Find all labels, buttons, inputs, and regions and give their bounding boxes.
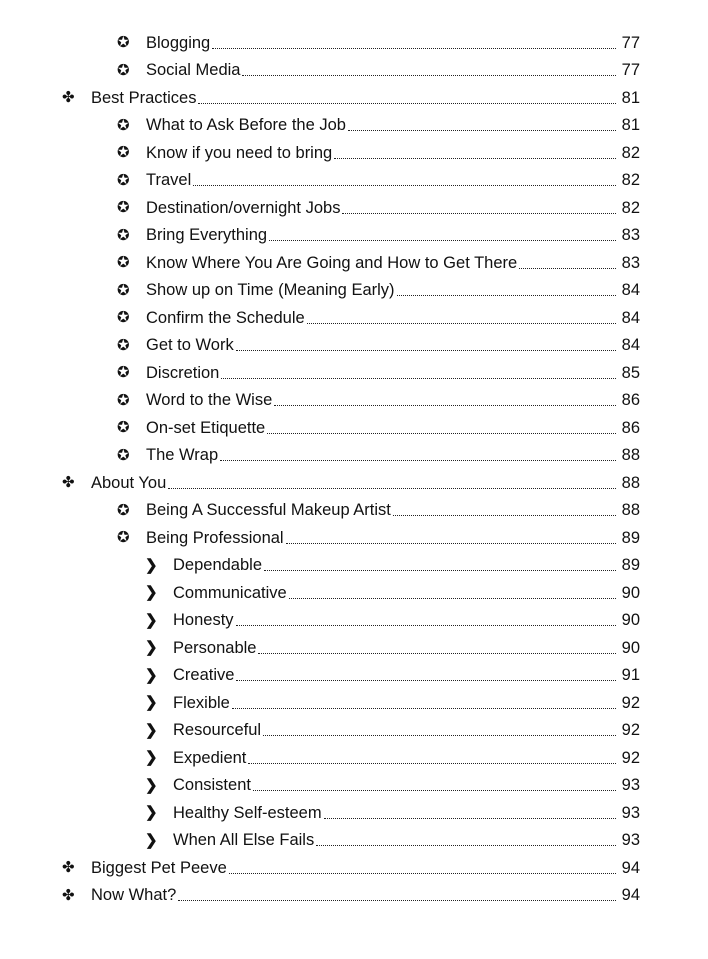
chevron-right-icon: ❯ — [145, 611, 158, 629]
toc-entry-page-number: 82 — [621, 198, 640, 217]
toc-entry[interactable] — [0, 442, 708, 470]
star-circle-bullet-icon: ✪ — [117, 144, 130, 162]
dot-leader — [316, 829, 616, 847]
dot-leader — [263, 719, 616, 737]
dot-leader — [236, 334, 616, 352]
toc-entry[interactable] — [0, 222, 708, 250]
dot-leader — [242, 59, 616, 77]
dot-leader — [324, 801, 616, 819]
toc-entry-label: Personable — [173, 638, 257, 657]
toc-entry[interactable] — [0, 827, 708, 855]
star-circle-bullet-icon: ✪ — [117, 254, 130, 272]
star-circle-bullet-icon: ✪ — [117, 446, 130, 464]
toc-entry-page-number: 90 — [621, 611, 640, 629]
toc-entry-page-number: 83 — [621, 253, 640, 272]
toc-entry-page-number: 94 — [621, 858, 640, 877]
star-circle-bullet-icon: ✪ — [117, 116, 130, 134]
toc-entry[interactable] — [0, 607, 708, 635]
chevron-right-icon: ❯ — [145, 666, 158, 684]
toc-entry-page-number: 86 — [621, 391, 640, 409]
toc-entry-label: Flexible — [173, 693, 230, 712]
dot-leader — [212, 31, 616, 49]
toc-entry-label: Communicative — [173, 583, 287, 602]
toc-entry-page-number: 93 — [621, 803, 640, 822]
toc-entry-page-number: 92 — [621, 748, 640, 767]
toc-entry-label: Blogging — [146, 33, 211, 52]
dot-leader — [253, 774, 616, 792]
toc-entry-label: About You — [91, 473, 167, 492]
dot-leader — [236, 664, 616, 682]
toc-entry[interactable] — [0, 359, 708, 387]
toc-entry-page-number: 92 — [621, 693, 640, 712]
star-circle-bullet-icon: ✪ — [117, 61, 130, 79]
dot-leader — [264, 554, 616, 572]
toc-entry-page-number: 84 — [621, 281, 640, 299]
toc-entry-page-number: 82 — [621, 143, 640, 162]
toc-entry[interactable] — [0, 84, 708, 112]
toc-entry-page-number: 84 — [621, 308, 640, 327]
toc-entry-page-number: 89 — [621, 556, 640, 574]
dot-leader — [178, 884, 616, 902]
dot-leader — [269, 224, 616, 242]
dot-leader — [274, 389, 616, 407]
toc-entry[interactable] — [0, 799, 708, 827]
toc-entry-label: Resourceful — [173, 721, 262, 739]
star-circle-bullet-icon: ✪ — [117, 364, 130, 382]
toc-entry-page-number: 90 — [621, 583, 640, 602]
toc-entry[interactable] — [0, 634, 708, 662]
toc-entry-label: On-set Etiquette — [146, 418, 266, 437]
dot-leader — [236, 609, 616, 627]
toc-entry-label: Expedient — [173, 748, 247, 767]
dot-leader — [220, 444, 616, 462]
star-circle-bullet-icon: ✪ — [117, 281, 130, 299]
toc-entry-page-number: 89 — [621, 528, 640, 547]
toc-entry-page-number: 92 — [621, 721, 640, 739]
toc-entry-page-number: 88 — [621, 446, 640, 464]
clover-bullet-icon: ✤ — [62, 859, 75, 877]
dot-leader — [267, 416, 616, 434]
toc-entry-label: Destination/overnight Jobs — [146, 198, 341, 217]
toc-entry-label: Biggest Pet Peeve — [91, 858, 227, 877]
chevron-right-icon: ❯ — [145, 694, 158, 712]
toc-entry-label: Healthy Self-esteem — [173, 803, 322, 822]
toc-entry[interactable] — [0, 277, 708, 305]
dot-leader — [286, 526, 616, 544]
toc-entry-page-number: 88 — [621, 473, 640, 492]
toc-entry-label: Know if you need to bring — [146, 143, 333, 162]
toc-entry[interactable] — [0, 414, 708, 442]
toc-entry[interactable] — [0, 249, 708, 277]
toc-entry-label: Travel — [146, 171, 192, 189]
toc-entry-label: Know Where You Are Going and How to Get There — [146, 253, 518, 272]
toc-entry-label: Now What? — [91, 886, 177, 904]
toc-entry-page-number: 77 — [621, 61, 640, 79]
dot-leader — [289, 581, 616, 599]
toc-entry-page-number: 93 — [621, 776, 640, 794]
chevron-right-icon: ❯ — [145, 721, 158, 739]
dot-leader — [393, 499, 616, 517]
star-circle-bullet-icon: ✪ — [117, 501, 130, 519]
toc-entry[interactable] — [0, 552, 708, 580]
toc-entry-page-number: 93 — [621, 831, 640, 849]
toc-entry[interactable] — [0, 167, 708, 195]
toc-entry[interactable] — [0, 112, 708, 140]
toc-entry-label: Consistent — [173, 776, 251, 794]
toc-entry-page-number: 94 — [621, 886, 640, 904]
toc-entry-page-number: 82 — [621, 171, 640, 189]
toc-entry-page-number: 85 — [621, 363, 640, 382]
clover-bullet-icon: ✤ — [62, 886, 75, 904]
star-circle-bullet-icon: ✪ — [117, 419, 130, 437]
star-circle-bullet-icon: ✪ — [117, 529, 130, 547]
toc-entry[interactable] — [0, 387, 708, 415]
toc-entry[interactable] — [0, 469, 708, 497]
clover-bullet-icon: ✤ — [62, 474, 75, 492]
toc-entry[interactable] — [0, 332, 708, 360]
chevron-right-icon: ❯ — [145, 556, 158, 574]
toc-entry-page-number: 83 — [621, 226, 640, 244]
toc-entry[interactable] — [0, 772, 708, 800]
toc-entry-label: Bring Everything — [146, 226, 268, 244]
chevron-right-icon: ❯ — [145, 776, 158, 794]
dot-leader — [221, 361, 616, 379]
toc-entry-label: The Wrap — [146, 446, 219, 464]
toc-entry[interactable] — [0, 194, 708, 222]
chevron-right-icon: ❯ — [145, 639, 158, 657]
chevron-right-icon: ❯ — [145, 749, 158, 767]
dot-leader — [258, 636, 616, 654]
toc-entry-label: Being A Successful Makeup Artist — [146, 501, 391, 519]
chevron-right-icon: ❯ — [145, 831, 158, 849]
dot-leader — [348, 114, 616, 132]
star-circle-bullet-icon: ✪ — [117, 309, 130, 327]
toc-entry[interactable] — [0, 882, 708, 910]
toc-entry-label: Honesty — [173, 611, 234, 629]
toc-entry-label: Show up on Time (Meaning Early) — [146, 281, 395, 299]
dot-leader — [342, 196, 616, 214]
toc-entry[interactable] — [0, 304, 708, 332]
dot-leader — [307, 306, 616, 324]
toc-entry[interactable] — [0, 29, 708, 57]
star-circle-bullet-icon: ✪ — [117, 34, 130, 52]
clover-bullet-icon: ✤ — [62, 89, 75, 107]
toc-entry[interactable] — [0, 854, 708, 882]
dot-leader — [248, 746, 616, 764]
dot-leader — [193, 169, 616, 187]
toc-entry[interactable] — [0, 57, 708, 85]
dot-leader — [334, 141, 616, 159]
toc-entry[interactable] — [0, 717, 708, 745]
toc-entry[interactable] — [0, 579, 708, 607]
toc-entry-label: Dependable — [173, 556, 262, 574]
toc-entry-label: Creative — [173, 666, 235, 684]
toc-entry-label: When All Else Fails — [173, 831, 315, 849]
toc-entry[interactable] — [0, 139, 708, 167]
toc-entry[interactable] — [0, 497, 708, 525]
dot-leader — [397, 279, 616, 297]
star-circle-bullet-icon: ✪ — [117, 199, 130, 217]
star-circle-bullet-icon: ✪ — [117, 336, 130, 354]
toc-entry-page-number: 81 — [621, 88, 640, 107]
toc-entry[interactable] — [0, 524, 708, 552]
chevron-right-icon: ❯ — [145, 584, 158, 602]
dot-leader — [232, 691, 616, 709]
toc-entry[interactable] — [0, 662, 708, 690]
toc-entry-label: What to Ask Before the Job — [146, 116, 346, 134]
star-circle-bullet-icon: ✪ — [117, 391, 130, 409]
dot-leader — [168, 471, 616, 489]
toc-entry-page-number: 90 — [621, 638, 640, 657]
star-circle-bullet-icon: ✪ — [117, 171, 130, 189]
toc-entry-page-number: 91 — [621, 666, 640, 684]
toc-entry-label: Best Practices — [91, 88, 197, 107]
toc-entry[interactable] — [0, 744, 708, 772]
toc-entry-page-number: 84 — [621, 336, 640, 354]
dot-leader — [519, 251, 616, 269]
toc-entry-label: Being Professional — [146, 528, 284, 547]
toc-entry-label: Confirm the Schedule — [146, 308, 305, 327]
toc-entry-page-number: 88 — [621, 501, 640, 519]
star-circle-bullet-icon: ✪ — [117, 226, 130, 244]
dot-leader — [198, 86, 616, 104]
toc-entry-label: Discretion — [146, 363, 220, 382]
toc-entry-label: Get to Work — [146, 336, 234, 354]
toc-entry-page-number: 86 — [621, 418, 640, 437]
toc-entry-label: Social Media — [146, 61, 241, 79]
toc-entry[interactable] — [0, 689, 708, 717]
toc-entry-page-number: 77 — [621, 33, 640, 52]
toc-entry-page-number: 81 — [621, 116, 640, 134]
dot-leader — [229, 856, 616, 874]
chevron-right-icon: ❯ — [145, 804, 158, 822]
table-of-contents — [0, 29, 708, 909]
toc-entry-label: Word to the Wise — [146, 391, 273, 409]
